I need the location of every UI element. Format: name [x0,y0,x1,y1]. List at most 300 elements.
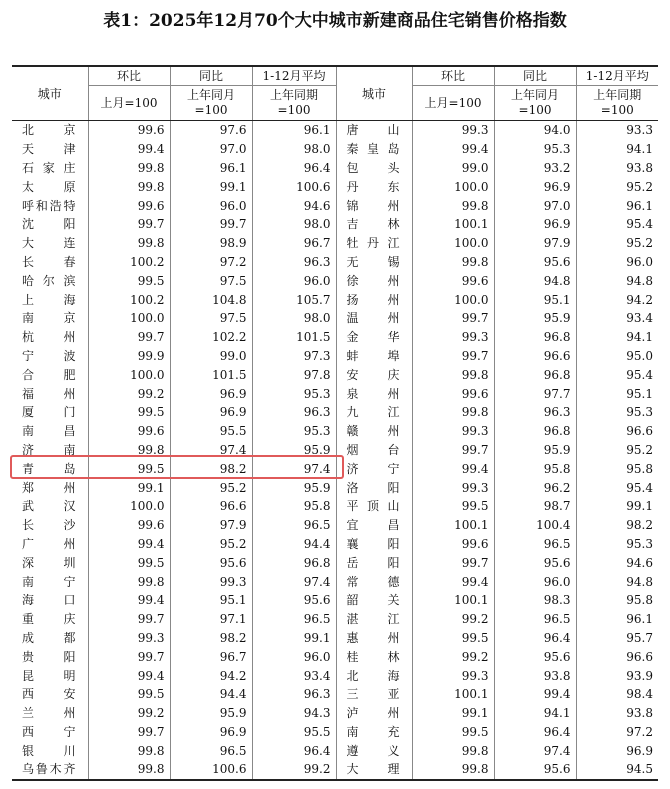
city-name: 平顶山 [336,497,412,516]
city-name: 温州 [336,309,412,328]
avg-value: 98.0 [252,215,336,234]
mom-value: 99.8 [412,253,494,272]
avg-value: 95.2 [576,234,658,253]
yoy-value: 104.8 [170,290,252,309]
yoy-value: 95.5 [170,422,252,441]
city-name: 重庆 [12,610,88,629]
mom-value: 99.8 [88,741,170,760]
yoy-value: 96.5 [494,610,576,629]
yoy-header-left: 同比 [170,66,252,86]
mom-value: 100.2 [88,253,170,272]
yoy-value: 96.4 [494,629,576,648]
avg-value: 96.3 [252,253,336,272]
mom-value: 99.8 [412,760,494,780]
table-row [12,685,658,704]
mom-value: 100.2 [88,290,170,309]
avg-value: 94.4 [252,535,336,554]
mom-value: 100.0 [412,234,494,253]
avg-value: 95.6 [252,591,336,610]
mom-value: 99.3 [88,629,170,648]
avg-value: 96.0 [576,253,658,272]
avg-value: 94.3 [252,704,336,723]
avg-value: 95.3 [252,422,336,441]
mom-value: 100.0 [88,497,170,516]
city-name: 湛江 [336,610,412,629]
city-name: 襄阳 [336,535,412,554]
yoy-value: 99.4 [494,685,576,704]
yoy-value: 96.9 [494,177,576,196]
mom-value: 99.7 [88,647,170,666]
avg-value: 95.9 [252,441,336,460]
city-name: 石家庄 [12,159,88,178]
table-row [12,253,658,272]
mom-value: 99.6 [88,121,170,140]
city-name: 锦州 [336,196,412,215]
yoy-value: 96.7 [170,647,252,666]
city-name: 合肥 [12,365,88,384]
mom-value: 99.2 [412,647,494,666]
yoy-value: 97.0 [494,196,576,215]
yoy-value: 96.6 [170,497,252,516]
city-name: 泉州 [336,384,412,403]
mom-value: 99.8 [412,403,494,422]
avg-value: 94.8 [576,271,658,290]
mom-value: 99.7 [412,553,494,572]
avg-value: 95.8 [576,591,658,610]
mom-value: 99.5 [88,403,170,422]
mom-value: 99.4 [88,140,170,159]
table-row [12,459,658,478]
yoy-value: 96.6 [494,347,576,366]
yoy-value: 96.2 [494,478,576,497]
city-name: 济宁 [336,459,412,478]
table-row [12,741,658,760]
city-name: 贵阳 [12,647,88,666]
yoy-value: 93.8 [494,666,576,685]
mom-value: 100.0 [88,309,170,328]
avg-value: 99.2 [252,760,336,780]
avg-value: 95.3 [252,384,336,403]
mom-base-right: 上月=100 [412,86,494,121]
avg-value: 98.0 [252,140,336,159]
mom-value: 99.3 [412,478,494,497]
city-name: 长春 [12,253,88,272]
yoy-value: 98.9 [170,234,252,253]
yoy-value: 98.2 [170,459,252,478]
avg-value: 96.0 [252,647,336,666]
yoy-value: 97.6 [170,121,252,140]
yoy-value: 99.3 [170,572,252,591]
mom-value: 99.4 [88,535,170,554]
mom-value: 99.3 [412,422,494,441]
yoy-value: 98.7 [494,497,576,516]
yoy-value: 95.6 [494,553,576,572]
mom-value: 99.3 [412,121,494,140]
table-row [12,422,658,441]
mom-value: 99.7 [88,215,170,234]
table-row [12,365,658,384]
avg-value: 97.4 [252,459,336,478]
avg-value: 95.3 [576,403,658,422]
table-row [12,629,658,648]
mom-value: 99.7 [88,723,170,742]
city-name: 北海 [336,666,412,685]
yoy-value: 99.7 [170,215,252,234]
yoy-value: 96.9 [170,723,252,742]
yoy-value: 99.0 [170,347,252,366]
mom-value: 99.8 [88,760,170,780]
yoy-value: 95.1 [494,290,576,309]
yoy-value: 97.7 [494,384,576,403]
table-row [12,497,658,516]
mom-value: 99.5 [88,271,170,290]
avg-header-right: 1-12月平均 [576,66,658,86]
avg-value: 94.8 [576,572,658,591]
avg-value: 96.1 [252,121,336,140]
yoy-value: 101.5 [170,365,252,384]
avg-value: 99.1 [576,497,658,516]
yoy-value: 94.0 [494,121,576,140]
avg-value: 100.6 [252,177,336,196]
yoy-value: 96.4 [494,723,576,742]
avg-value: 97.2 [576,723,658,742]
yoy-header-right: 同比 [494,66,576,86]
avg-value: 95.3 [576,535,658,554]
city-name: 烟台 [336,441,412,460]
mom-value: 99.8 [88,159,170,178]
avg-value: 94.6 [576,553,658,572]
yoy-value: 97.1 [170,610,252,629]
city-name: 长沙 [12,516,88,535]
avg-value: 96.7 [252,234,336,253]
yoy-value: 95.8 [494,459,576,478]
avg-value: 97.3 [252,347,336,366]
avg-value: 96.3 [252,403,336,422]
city-name: 太原 [12,177,88,196]
mom-value: 99.3 [412,666,494,685]
mom-value: 99.7 [88,328,170,347]
avg-value: 94.5 [576,760,658,780]
yoy-value: 96.1 [170,159,252,178]
avg-value: 99.1 [252,629,336,648]
table-row [12,159,658,178]
yoy-value: 96.5 [170,741,252,760]
yoy-value: 96.9 [170,384,252,403]
city-name: 兰州 [12,704,88,723]
table-row [12,647,658,666]
yoy-value: 95.3 [494,140,576,159]
avg-value: 95.4 [576,365,658,384]
table-row [12,177,658,196]
city-name: 南充 [336,723,412,742]
mom-value: 99.5 [88,459,170,478]
yoy-value: 95.9 [170,704,252,723]
mom-value: 99.8 [88,234,170,253]
avg-value: 96.1 [576,610,658,629]
avg-value: 98.2 [576,516,658,535]
mom-base-left: 上月=100 [88,86,170,121]
table-row [12,516,658,535]
avg-value: 96.6 [576,647,658,666]
avg-value: 101.5 [252,328,336,347]
city-name: 广州 [12,535,88,554]
yoy-value: 97.2 [170,253,252,272]
yoy-value: 93.2 [494,159,576,178]
avg-value: 96.8 [252,553,336,572]
mom-value: 99.2 [412,610,494,629]
city-header-right: 城市 [336,66,412,121]
avg-base-left: 上年同期=100 [252,86,336,121]
mom-value: 99.8 [88,572,170,591]
yoy-value: 97.9 [494,234,576,253]
table-row [12,403,658,422]
avg-value: 95.5 [252,723,336,742]
mom-value: 99.7 [412,441,494,460]
yoy-value: 96.0 [494,572,576,591]
table-row [12,666,658,685]
mom-header-left: 环比 [88,66,170,86]
city-name: 大连 [12,234,88,253]
avg-value: 96.3 [252,685,336,704]
city-name: 赣州 [336,422,412,441]
city-name: 银川 [12,741,88,760]
city-name: 南宁 [12,572,88,591]
city-name: 哈尔滨 [12,271,88,290]
yoy-value: 97.4 [494,741,576,760]
city-name: 青岛 [12,459,88,478]
table-row [12,384,658,403]
table-row [12,309,658,328]
yoy-value: 95.6 [494,253,576,272]
yoy-value: 94.4 [170,685,252,704]
city-name: 吉林 [336,215,412,234]
mom-value: 99.6 [412,384,494,403]
city-name: 岳阳 [336,553,412,572]
city-name: 宜昌 [336,516,412,535]
yoy-value: 95.6 [170,553,252,572]
yoy-value: 100.6 [170,760,252,780]
table-row [12,234,658,253]
yoy-value: 95.2 [170,535,252,554]
yoy-base-right: 上年同月=100 [494,86,576,121]
table-row [12,535,658,554]
city-name: 九江 [336,403,412,422]
yoy-value: 96.9 [494,215,576,234]
table-row [12,723,658,742]
table-row [12,760,658,780]
mom-value: 100.0 [88,365,170,384]
avg-value: 95.2 [576,441,658,460]
city-name: 蚌埠 [336,347,412,366]
city-name: 西安 [12,685,88,704]
yoy-value: 95.6 [494,760,576,780]
mom-value: 99.8 [88,177,170,196]
mom-value: 99.7 [412,347,494,366]
mom-value: 99.5 [88,685,170,704]
yoy-value: 102.2 [170,328,252,347]
city-name: 桂林 [336,647,412,666]
mom-value: 99.1 [412,704,494,723]
yoy-value: 94.2 [170,666,252,685]
table-row [12,478,658,497]
city-name: 上海 [12,290,88,309]
yoy-value: 100.4 [494,516,576,535]
city-name: 宁波 [12,347,88,366]
mom-value: 99.8 [412,741,494,760]
avg-value: 96.9 [576,741,658,760]
table-row [12,704,658,723]
table-row [12,140,658,159]
city-name: 昆明 [12,666,88,685]
city-name: 沈阳 [12,215,88,234]
city-name: 郑州 [12,478,88,497]
city-name: 成都 [12,629,88,648]
mom-value: 99.6 [88,516,170,535]
yoy-value: 96.8 [494,422,576,441]
city-name: 深圳 [12,553,88,572]
mom-header-right: 环比 [412,66,494,86]
mom-value: 100.0 [412,290,494,309]
table-row [12,610,658,629]
city-name: 南昌 [12,422,88,441]
mom-value: 100.1 [412,516,494,535]
city-name: 三亚 [336,685,412,704]
mom-value: 100.1 [412,591,494,610]
city-name: 福州 [12,384,88,403]
mom-value: 99.6 [412,271,494,290]
yoy-value: 96.3 [494,403,576,422]
city-name: 济南 [12,441,88,460]
price-index-table [12,65,658,781]
avg-value: 93.9 [576,666,658,685]
mom-value: 99.2 [88,704,170,723]
city-name: 惠州 [336,629,412,648]
mom-value: 100.1 [412,215,494,234]
city-name: 厦门 [12,403,88,422]
city-name: 扬州 [336,290,412,309]
yoy-value: 96.9 [170,403,252,422]
table-row [12,328,658,347]
yoy-value: 96.8 [494,328,576,347]
table-row [12,271,658,290]
mom-value: 99.3 [412,328,494,347]
avg-value: 93.3 [576,121,658,140]
city-name: 乌鲁木齐 [12,760,88,780]
city-name: 海口 [12,591,88,610]
table-row [12,290,658,309]
avg-value: 95.4 [576,478,658,497]
avg-value: 95.9 [252,478,336,497]
yoy-value: 98.3 [494,591,576,610]
mom-value: 99.4 [412,459,494,478]
mom-value: 99.7 [412,309,494,328]
city-name: 北京 [12,121,88,140]
avg-value: 95.0 [576,347,658,366]
avg-value: 95.8 [252,497,336,516]
mom-value: 99.5 [88,553,170,572]
yoy-value: 95.1 [170,591,252,610]
city-name: 泸州 [336,704,412,723]
city-name: 韶关 [336,591,412,610]
city-name: 金华 [336,328,412,347]
mom-value: 100.1 [412,685,494,704]
mom-value: 100.0 [412,177,494,196]
avg-value: 96.0 [252,271,336,290]
mom-value: 99.7 [88,610,170,629]
mom-value: 99.5 [412,723,494,742]
yoy-value: 94.8 [494,271,576,290]
avg-value: 98.0 [252,309,336,328]
avg-value: 96.4 [252,159,336,178]
avg-value: 94.1 [576,140,658,159]
city-name: 无锡 [336,253,412,272]
mom-value: 99.4 [88,666,170,685]
table-row [12,347,658,366]
mom-value: 99.8 [412,365,494,384]
avg-value: 98.4 [576,685,658,704]
yoy-value: 95.9 [494,441,576,460]
table-row [12,572,658,591]
mom-value: 99.2 [88,384,170,403]
mom-value: 99.6 [88,196,170,215]
avg-value: 95.2 [576,177,658,196]
city-name: 丹东 [336,177,412,196]
yoy-value: 97.5 [170,309,252,328]
yoy-value: 97.9 [170,516,252,535]
avg-value: 95.7 [576,629,658,648]
avg-value: 105.7 [252,290,336,309]
city-name: 常德 [336,572,412,591]
yoy-value: 98.2 [170,629,252,648]
city-name: 武汉 [12,497,88,516]
mom-value: 99.1 [88,478,170,497]
city-name: 大理 [336,760,412,780]
mom-value: 99.5 [412,629,494,648]
mom-value: 99.9 [88,347,170,366]
city-header-left: 城市 [12,66,88,121]
city-name: 天津 [12,140,88,159]
avg-value: 95.4 [576,215,658,234]
table-row [12,441,658,460]
avg-value: 96.5 [252,516,336,535]
yoy-value: 99.1 [170,177,252,196]
yoy-value: 95.6 [494,647,576,666]
city-name: 呼和浩特 [12,196,88,215]
city-name: 唐山 [336,121,412,140]
table-row [12,215,658,234]
yoy-value: 95.2 [170,478,252,497]
avg-value: 94.6 [252,196,336,215]
city-name: 包头 [336,159,412,178]
yoy-value: 95.9 [494,309,576,328]
city-name: 秦皇岛 [336,140,412,159]
mom-value: 99.4 [412,140,494,159]
city-name: 杭州 [12,328,88,347]
mom-value: 99.8 [88,441,170,460]
avg-value: 97.4 [252,572,336,591]
city-name: 徐州 [336,271,412,290]
yoy-value: 97.4 [170,441,252,460]
avg-value: 93.4 [252,666,336,685]
table-row [12,553,658,572]
table-row [12,121,658,140]
mom-value: 99.8 [412,196,494,215]
city-name: 牡丹江 [336,234,412,253]
city-name: 安庆 [336,365,412,384]
avg-value: 96.1 [576,196,658,215]
mom-value: 99.6 [88,422,170,441]
yoy-value: 96.8 [494,365,576,384]
